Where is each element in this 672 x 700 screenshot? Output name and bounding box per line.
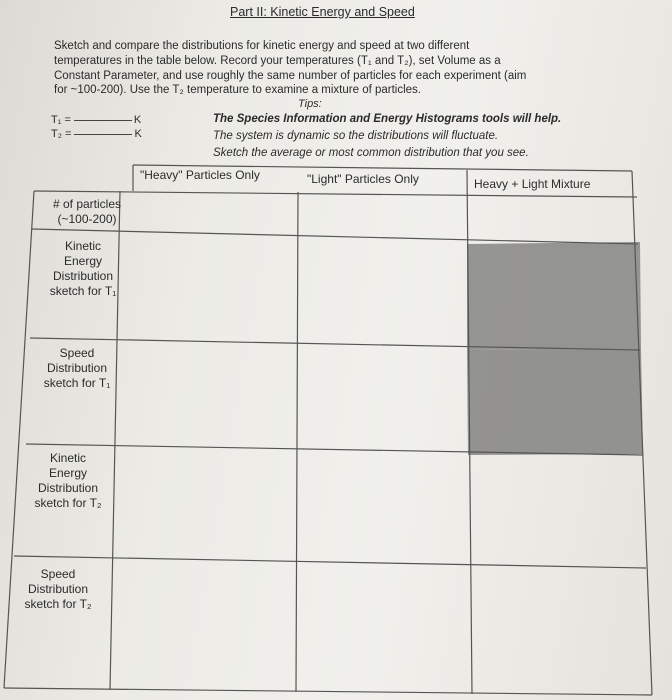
worksheet-title: Part II: Kinetic Energy and Speed xyxy=(230,5,415,19)
instruction-line: for ~100-200). Use the T₂ temperature to examine a mixture of particles. xyxy=(54,84,421,96)
row-label-ke-t1: Kinetic Energy Distribution sketch for T₁ xyxy=(49,239,117,298)
temperature-label: T₁ = xyxy=(51,114,71,126)
temperature-unit: K xyxy=(133,114,142,126)
row-label-speed-t2: Speed Distribution sketch for T₂ xyxy=(24,567,92,611)
row-label-ke-t2: Kinetic Energy Distribution sketch for T₂ xyxy=(34,451,102,510)
instruction-line: Constant Parameter, and use roughly the same number of particles for each experiment (aim xyxy=(54,70,527,82)
column-header-mixture: Heavy + Light Mixture xyxy=(474,177,591,191)
column-header-light: "Light" Particles Only xyxy=(307,172,419,186)
temperature-label: T₂ = xyxy=(51,128,72,140)
tips-label: Tips: xyxy=(298,98,322,110)
table-line xyxy=(296,192,298,692)
row-label-particles: # of particles (~100-200) xyxy=(52,197,122,226)
shaded-cell xyxy=(467,349,643,455)
column-header-heavy: "Heavy" Particles Only xyxy=(140,168,260,182)
instruction-line: temperatures in the table below. Record your temperatures (T₁ and T₂), set Volume as a xyxy=(54,55,501,67)
tip-line: The system is dynamic so the distributions will fluctuate. xyxy=(213,130,499,142)
tip-line: The Species Information and Energy Histograms tools will help. xyxy=(213,113,562,125)
shaded-cell xyxy=(467,242,641,350)
table-line xyxy=(14,556,646,568)
table-line xyxy=(4,191,34,688)
temperature-unit: K xyxy=(134,128,142,140)
row-label-speed-t1: Speed Distribution sketch for T₁ xyxy=(43,346,111,390)
instruction-line: Sketch and compare the distributions for kinetic energy and speed at two different xyxy=(54,40,470,52)
table-line xyxy=(4,688,652,695)
tip-line: Sketch the average or most common distribution that you see. xyxy=(213,147,529,159)
